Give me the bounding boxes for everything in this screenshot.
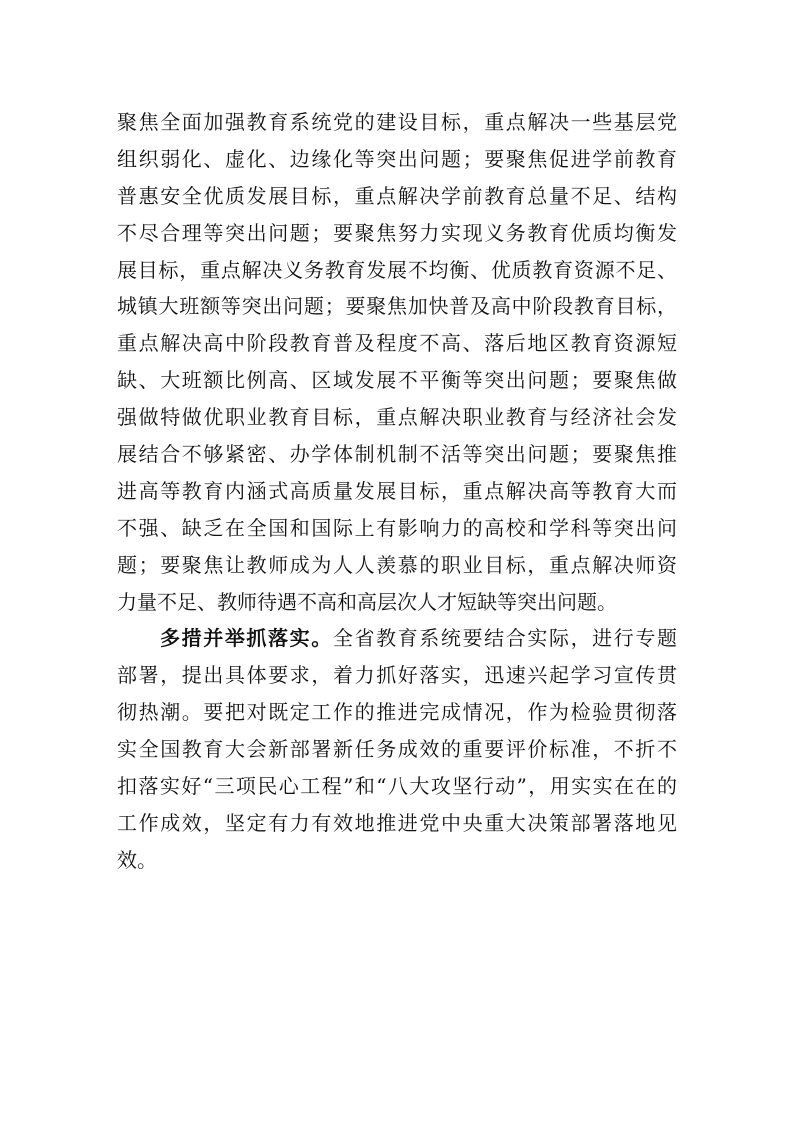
text-line: 强做特做优职业教育目标，重点解决职业教育与经济社会发 [117,405,677,430]
document-page [117,104,677,879]
text-line: 工作成效，坚定有力有效地推进党中央重大决策部署落地见 [117,810,677,835]
text-span: 全省教育系统要结合实际，进行专题 [332,626,678,651]
text-line: 重点解决高中阶段教育普及程度不高、落后地区教育资源短 [117,331,677,356]
text-line: 展结合不够紧密、办学体制机制不活等突出问题；要聚焦推 [117,442,677,467]
text-line: 聚焦全面加强教育系统党的建设目标，重点解决一些基层党 [117,110,677,134]
text-line [117,620,677,657]
text-line: 效。 [117,847,157,872]
text-line: 力量不足、教师待遇不高和高层次人才短缺等突出问题。 [117,589,617,614]
text-line: 彻热潮。要把对既定工作的推进完成情况，作为检验贯彻落 [117,700,677,725]
paragraph-priorities [117,104,677,620]
text-line: 城镇大班额等突出问题；要聚焦加快普及高中阶段教育目标， [117,294,677,319]
text-line: 不强、缺乏在全国和国际上有影响力的高校和学科等突出问 [117,515,677,540]
text-line: 组织弱化、虚化、边缘化等突出问题；要聚焦促进学前教育 [117,146,677,171]
text-line: 普惠安全优质发展目标，重点解决学前教育总量不足、结构 [117,183,677,208]
paragraph-heading: 多措并举抓落实。 [160,626,333,651]
text-line: 展目标，重点解决义务教育发展不均衡、优质教育资源不足、 [117,257,677,282]
text-line: 题；要聚焦让教师成为人人羡慕的职业目标，重点解决师资 [117,552,677,577]
text-line: 进高等教育内涵式高质量发展目标，重点解决高等教育大而 [117,478,677,503]
paragraph-implementation [117,620,677,878]
text-line: 部署，提出具体要求，着力抓好落实，迅速兴起学习宣传贯 [117,663,677,688]
text-line: 实全国教育大会新部署新任务成效的重要评价标准，不折不 [117,737,677,762]
text-line: 不尽合理等突出问题；要聚焦努力实现义务教育优质均衡发 [117,220,677,245]
text-line: 缺、大班额比例高、区域发展不平衡等突出问题；要聚焦做 [117,368,677,393]
text-line: 扣落实好“三项民心工程”和“八大攻坚行动”，用实实在在的 [117,774,677,799]
